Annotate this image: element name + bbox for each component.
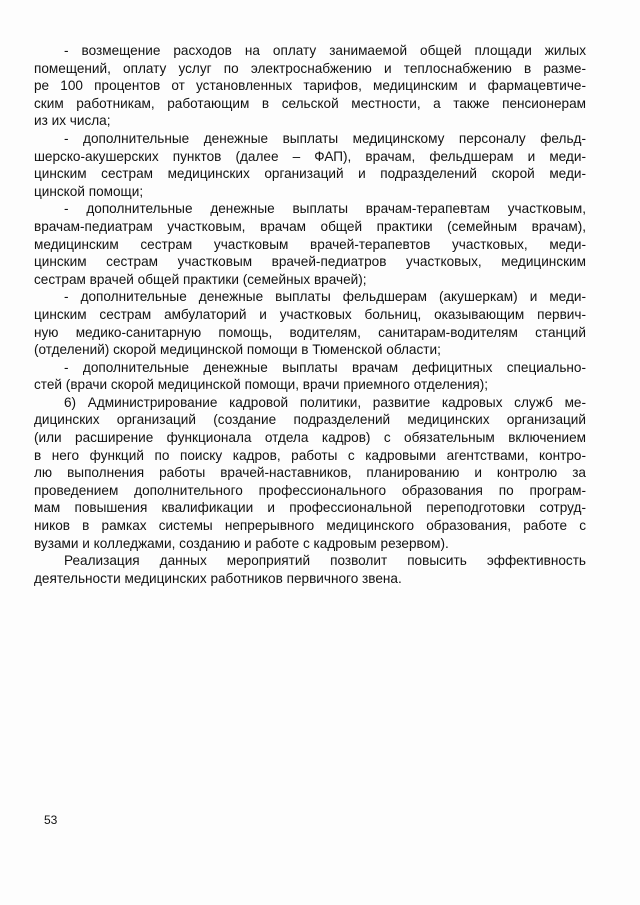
text-line: сестрам врачей общей практики (семейных врачей); [34,271,367,287]
text-line: ную медико-санитарную помощь, водителям, санитарам-водителям станций [34,324,586,340]
text-line: ским работникам, работающим в сельской местности, а также пенсионерам [34,95,586,111]
text-line: - дополнительные денежные выплаты врачам дефицитных специально- [64,359,586,375]
text-line: - дополнительные денежные выплаты медицинскому персоналу фельд- [64,130,586,146]
text-line: цинской помощи; [34,183,144,199]
text-line: Реализация данных мероприятий позволит повысить эффективность [64,553,586,569]
text-line: шерско-акушерских пунктов (далее – ФАП), врачам, фельдшерам и меди- [34,148,586,164]
text-line: 6) Администрирование кадровой политики, развитие кадровых служб ме- [64,394,586,410]
text-line: стей (врачи скорой медицинской помощи, врачи приемного отделения); [34,377,489,393]
text-line: цинским сестрам амбулаторий и участковых больниц, оказывающим первич- [34,306,586,322]
text-line: цинским сестрам медицинских организаций и подразделений скорой меди- [34,166,586,182]
text-line: деятельности медицинских работников первичного звена. [34,570,402,586]
text-line: лю выполнения работы врачей-наставников, планированию и контролю за [34,465,586,481]
text-line: из их числа; [34,113,111,129]
text-line: врачам-педиатрам участковым, врачам общей практики (семейным врачам), [34,218,586,234]
text-line: в него функций по поиску кадров, работы с кадровыми агентствами, контро- [34,447,586,463]
body-text [34,42,586,587]
text-line: мам повышения квалификации и профессиональной переподготовки сотруд- [34,500,586,516]
text-line: - дополнительные денежные выплаты врачам-терапевтам участковым, [64,201,586,217]
text-line: дицинских организаций (создание подразделений медицинских организаций [34,412,586,428]
text-line: помещений, оплату услуг по электроснабжению и теплоснабжению в разме- [34,60,586,76]
text-line: (отделений) скорой медицинской помощи в Тюменской области; [34,342,441,358]
text-line: проведением дополнительного профессионального образования по програм- [34,482,586,498]
text-line: цинским сестрам участковым врачей-педиатров участковых, медицинским [34,254,586,270]
text-line: ре 100 процентов от установленных тарифов, медицинским и фармацевтиче- [34,78,586,94]
page-number: 53 [44,813,58,827]
text-line: - возмещение расходов на оплату занимаемой общей площади жилых [64,43,586,58]
text-line: медицинским сестрам участковым врачей-терапевтов участковых, меди- [34,236,586,252]
text-line: вузами и колледжами, созданию и работе с кадровым резервом). [34,535,449,551]
text-line: ников в рамках системы непрерывного медицинского образования, работе с [34,518,586,534]
text-line: (или расширение функционала отдела кадров) с обязательным включением [34,430,586,446]
text-line: - дополнительные денежные выплаты фельдшерам (акушеркам) и меди- [64,289,586,305]
